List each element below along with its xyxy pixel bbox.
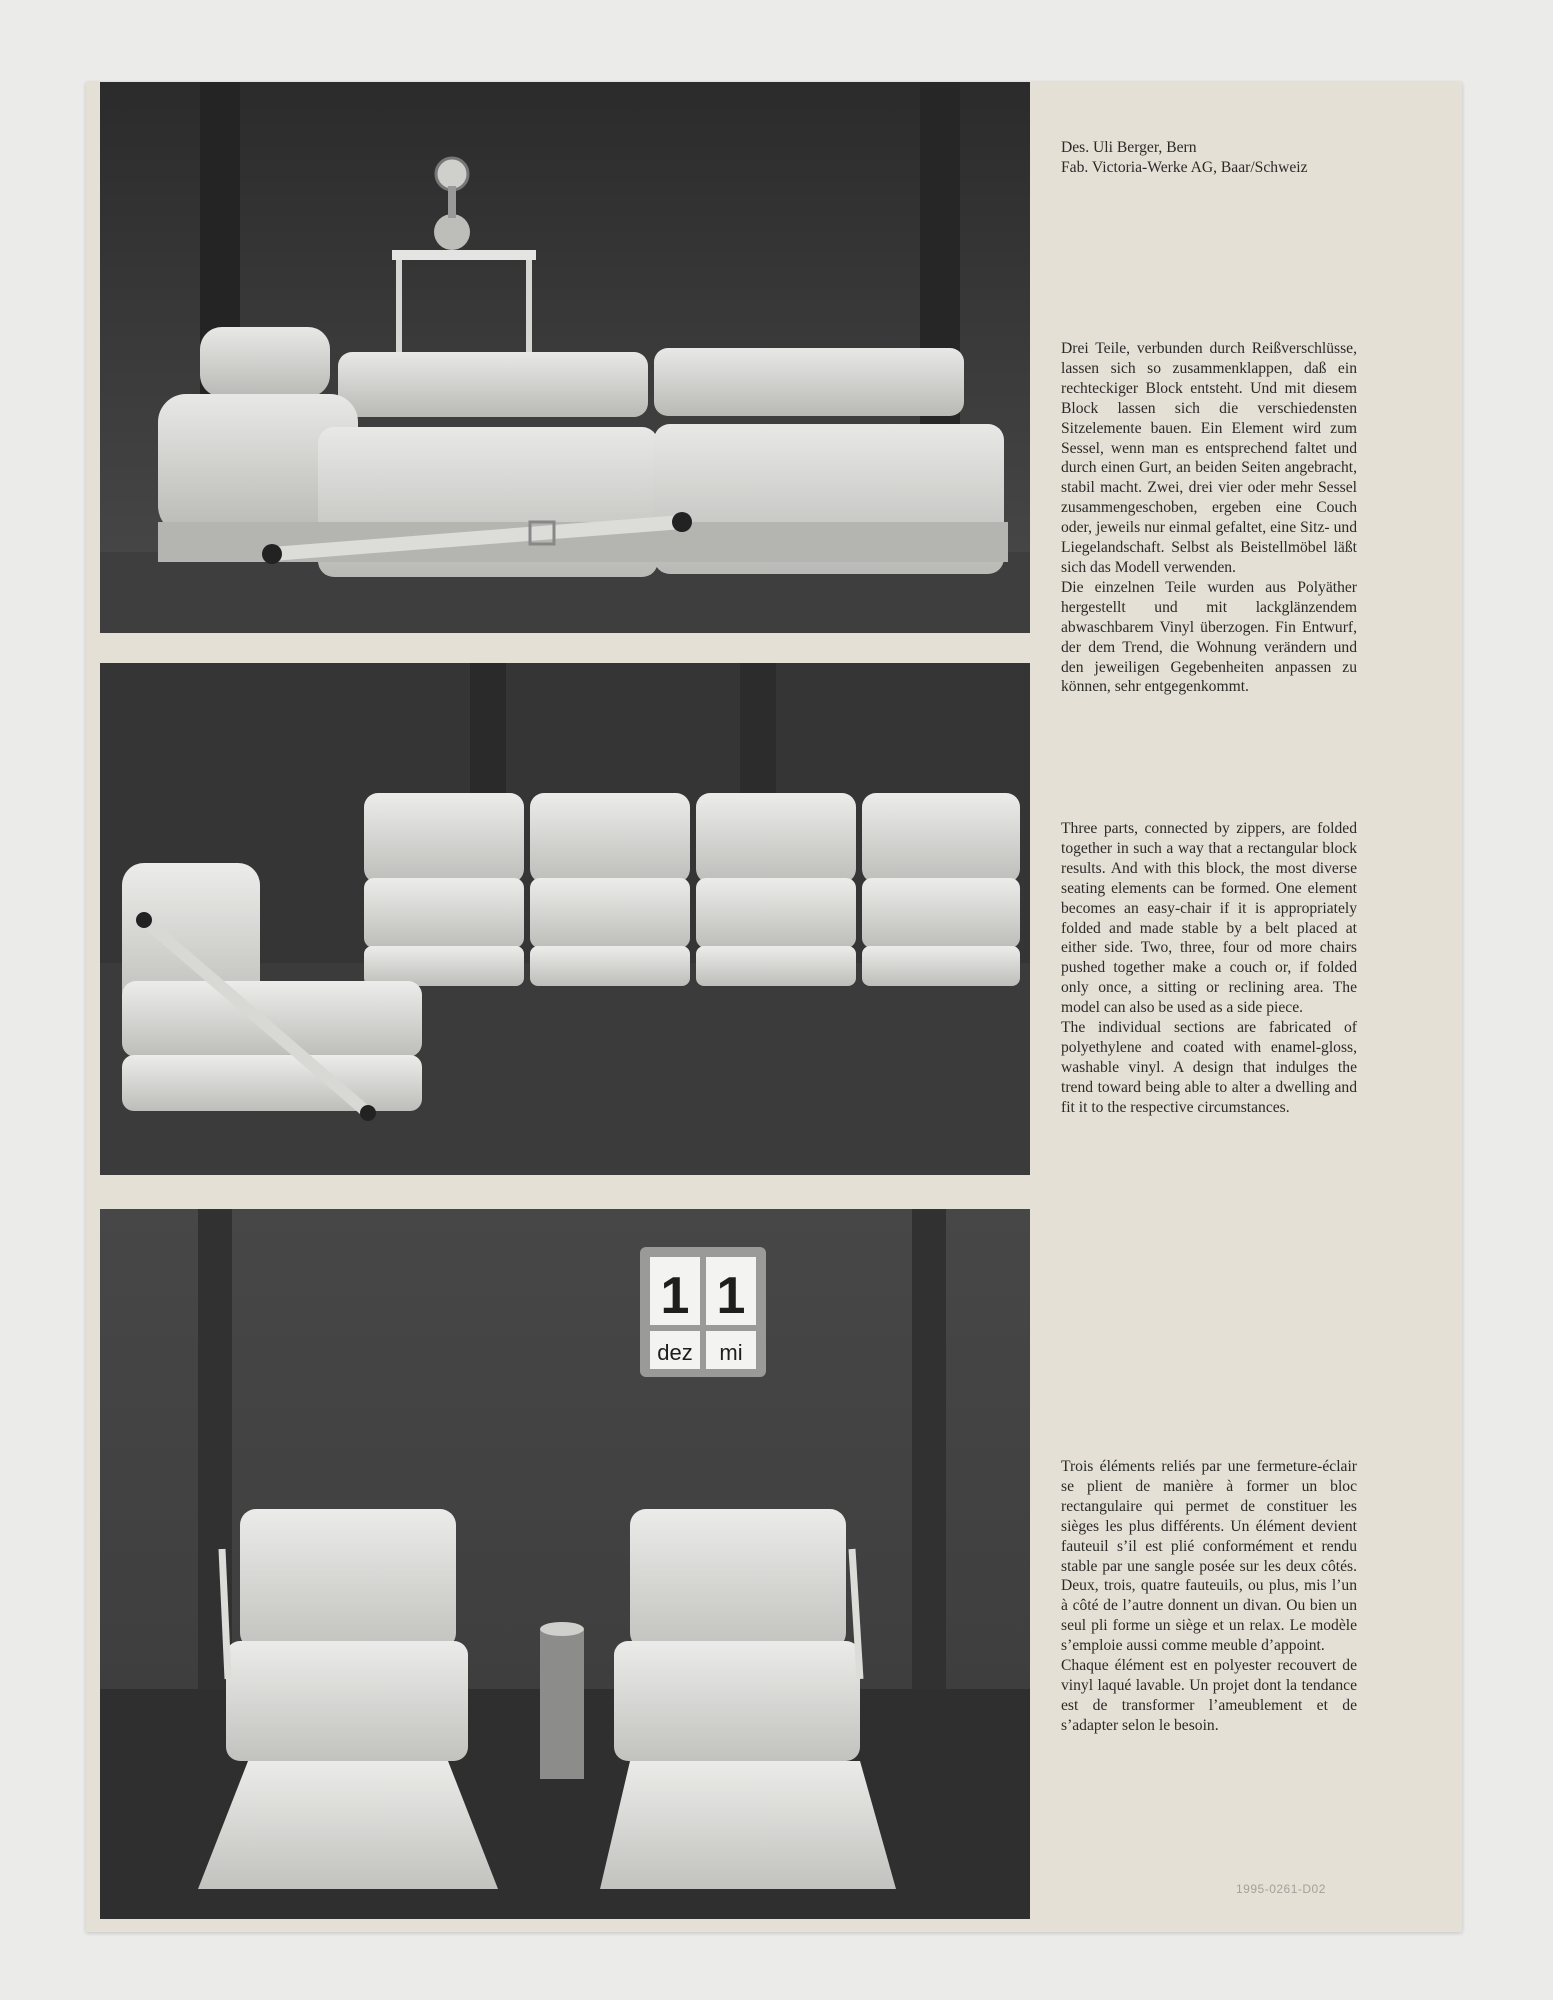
photo-unfolded-modules: [100, 82, 1030, 633]
paragraph-de-2: Die einzelnen Teile wurden aus Polyäther hergestellt und mit lackglänzendem abwaschbarem Vinyl überzogen. Fin Entwurf, der dem Trend, die Wohnung verändern und den jeweiligen Gegebenheiten anpassen zu können, sehr entgegenkommt.: [1061, 578, 1357, 696]
paragraph-en-1: Three parts, connected by zippers, are folded together in such a way that a rectangular block results. And with this block, the most diverse seating elements can be formed. One element becomes an easy-chair if it is appropriately folded and made stable by a belt placed at either side. Two, three, four od more chairs pushed together make a couch or, if folded only once, a sitting or reclining area. The model can also be used as a side piece.: [1061, 820, 1357, 1017]
magazine-page: [86, 82, 1462, 1932]
paragraph-fr-2: Chaque élément est en polyester recouvert de vinyl laqué lavable. Un projet dont la tendance est de transformer l’ameublement et de s’adapter selon le besoin.: [1061, 1657, 1357, 1734]
calendar-weekday: mi: [719, 1340, 743, 1365]
photo-unfolded-modules-illustration: [100, 82, 1030, 633]
photo-couch-and-chair-illustration: [100, 663, 1030, 1175]
photo-couch-and-chair: [100, 663, 1030, 1175]
credits: [1061, 138, 1361, 178]
photo-two-lounge-chairs: [100, 1209, 1030, 1919]
photo-two-lounge-chairs-illustration: [100, 1209, 1030, 1919]
paragraph-en-2: The individual sections are fabricated of polyethylene and coated with enamel-gloss, washable vinyl. A design that indulges the trend toward being able to alter a dwelling and fit it to the respective circumstances.: [1061, 1019, 1357, 1116]
designer-credit: Des. Uli Berger, Bern: [1061, 139, 1197, 156]
description-english: [1061, 819, 1357, 1118]
paragraph-de-1: Drei Teile, verbunden durch Reißverschlüsse, lassen sich so zusammenklappen, daß ein rechteckiger Block entsteht. Und mit diesem Block lassen sich die verschiedensten Sitzelemente bauen. Ein Element wird zum Sessel, wenn man es entsprechend faltet und durch einen Gurt, an beiden Seiten angebracht, stabil macht. Zwei, drei vier oder mehr Sessel zusammengeschoben, ergeben eine Couch oder, jeweils nur einmal gefaltet, eine Sitz- und Liegelandschaft. Selbst als Beistellmöbel läßt sich das Modell verwenden.: [1061, 340, 1357, 576]
calendar-day-tens: 1: [660, 1267, 690, 1325]
inventory-number: 1995-0261-D02: [1236, 1882, 1326, 1896]
calendar-month: dez: [657, 1340, 693, 1365]
manufacturer-credit: Fab. Victoria-Werke AG, Baar/Schweiz: [1061, 158, 1308, 176]
paragraph-fr-1: Trois éléments reliés par une fermeture-éclair se plient de manière à former un bloc rectangulaire qui permet de constituer les sièges les plus différents. Un élément devient fauteuil s’il est plié conformément et rendu stable par une sangle posée sur les deux côtés. Deux, trois, quatre fauteuils, ou plus, mis l’un à côté de l’autre donnent un divan. Ou bien un seul pli forme un siège et un relax. Le modèle s’emploie aussi comme meuble d’appoint.: [1061, 1458, 1357, 1655]
description-german: [1061, 339, 1357, 697]
description-french: [1061, 1457, 1357, 1736]
calendar-day-units: 1: [716, 1267, 746, 1325]
